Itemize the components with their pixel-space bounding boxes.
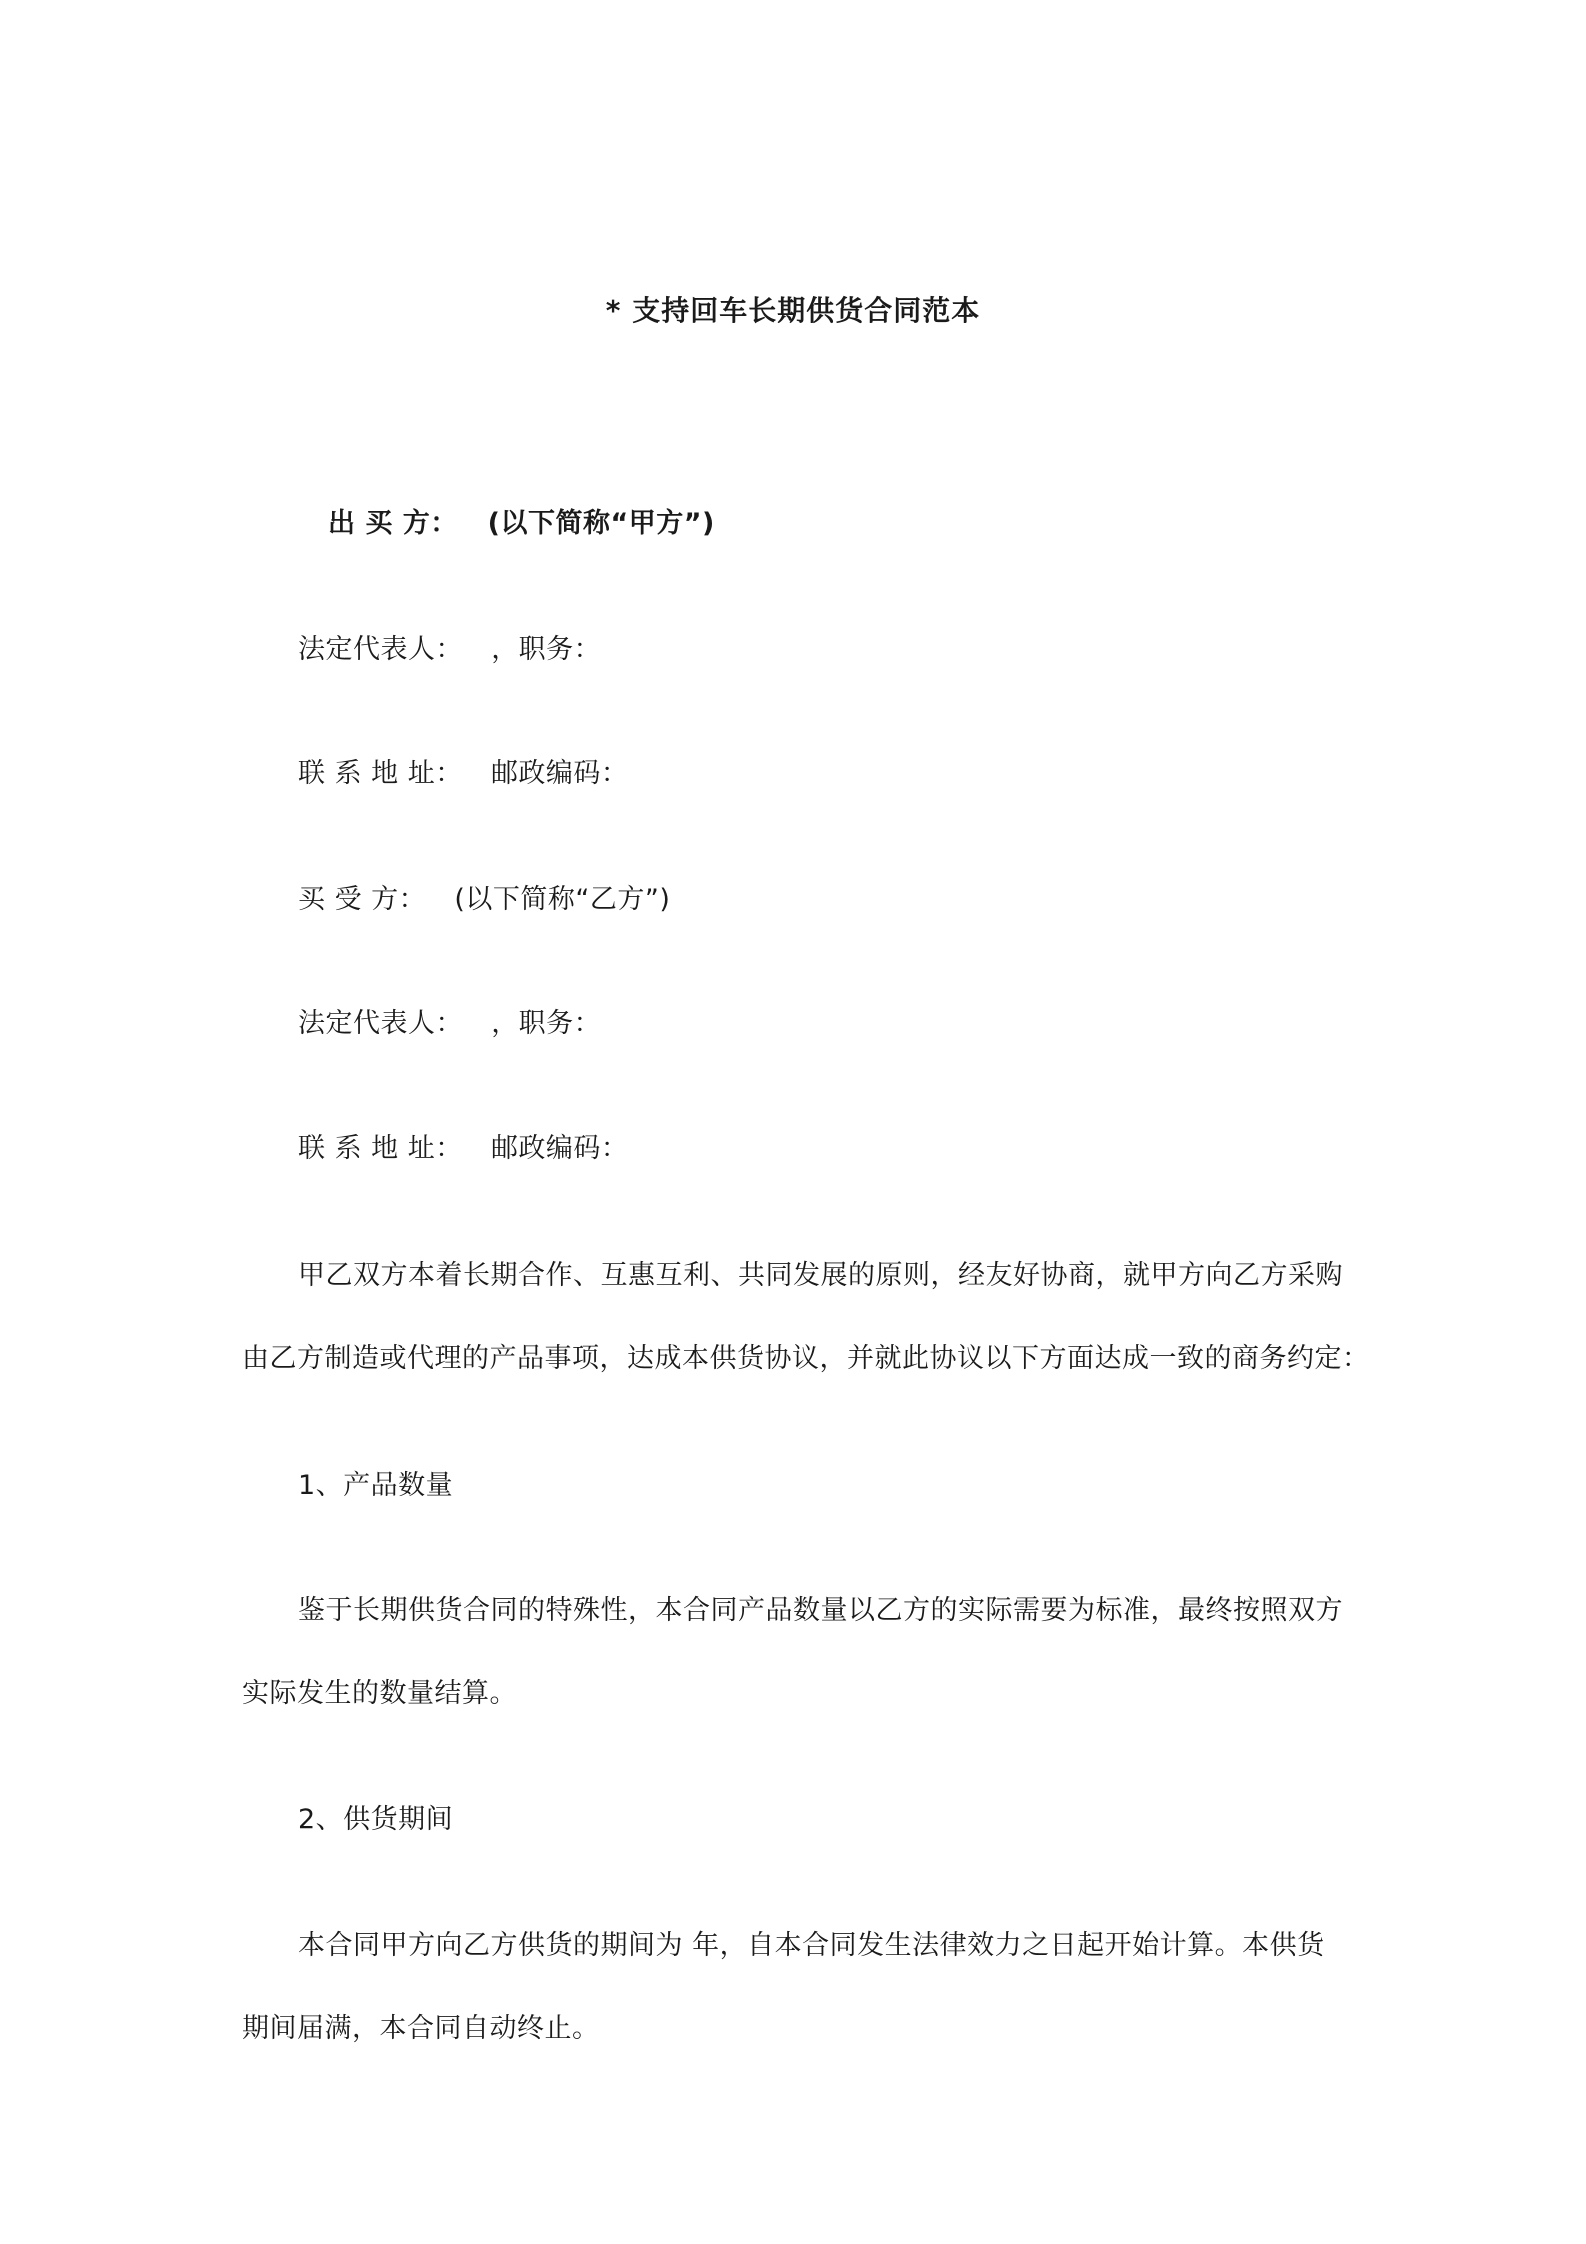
buyer-line — [328, 506, 715, 542]
seller-address-label: 联 系 地 址： — [298, 1133, 463, 1164]
buyer-rep-line — [298, 632, 601, 668]
seller-label: 买 受 方： — [298, 884, 427, 915]
document-title: * 支持回车长期供货合同范本 — [605, 294, 981, 327]
buyer-postcode-label: 邮政编码： — [490, 758, 629, 789]
intro-paragraph-line-2: 由乙方制造或代理的产品事项，达成本供货协议，并就此协议以下方面达成一致的商务约定： — [242, 1343, 1370, 1374]
seller-address-line — [298, 1131, 628, 1167]
seller-rep-label: 法定代表人： — [298, 1008, 463, 1039]
section-1-heading: 1、产品数量 — [298, 1470, 454, 1501]
seller-value: (以下简称“乙方”) — [454, 884, 671, 915]
buyer-rep-label: 法定代表人： — [298, 634, 463, 665]
section-2-paragraph-line-1: 本合同甲方向乙方供货的期间为 年，自本合同发生法律效力之日起开始计算。本供货 — [298, 1930, 1325, 1961]
seller-rep-value: ，职务： — [491, 1008, 602, 1039]
buyer-address-line — [298, 756, 628, 792]
buyer-label: 出 买 方： — [328, 508, 458, 539]
seller-rep-line — [298, 1006, 601, 1042]
buyer-address-label: 联 系 地 址： — [298, 758, 463, 789]
section-1-paragraph-line-2: 实际发生的数量结算。 — [242, 1678, 517, 1709]
section-1-paragraph-line-1: 鉴于长期供货合同的特殊性，本合同产品数量以乙方的实际需要为标准，最终按照双方 — [298, 1595, 1343, 1626]
intro-paragraph-line-1: 甲乙双方本着长期合作、互惠互利、共同发展的原则，经友好协商，就甲方向乙方采购 — [298, 1260, 1343, 1291]
buyer-rep-value: ，职务： — [491, 634, 602, 665]
seller-postcode-label: 邮政编码： — [490, 1133, 629, 1164]
buyer-value: (以下简称“甲方”) — [487, 508, 715, 539]
section-2-heading: 2、供货期间 — [298, 1804, 454, 1835]
seller-line — [298, 882, 670, 918]
section-2-paragraph-line-2: 期间届满，本合同自动终止。 — [242, 2013, 600, 2044]
